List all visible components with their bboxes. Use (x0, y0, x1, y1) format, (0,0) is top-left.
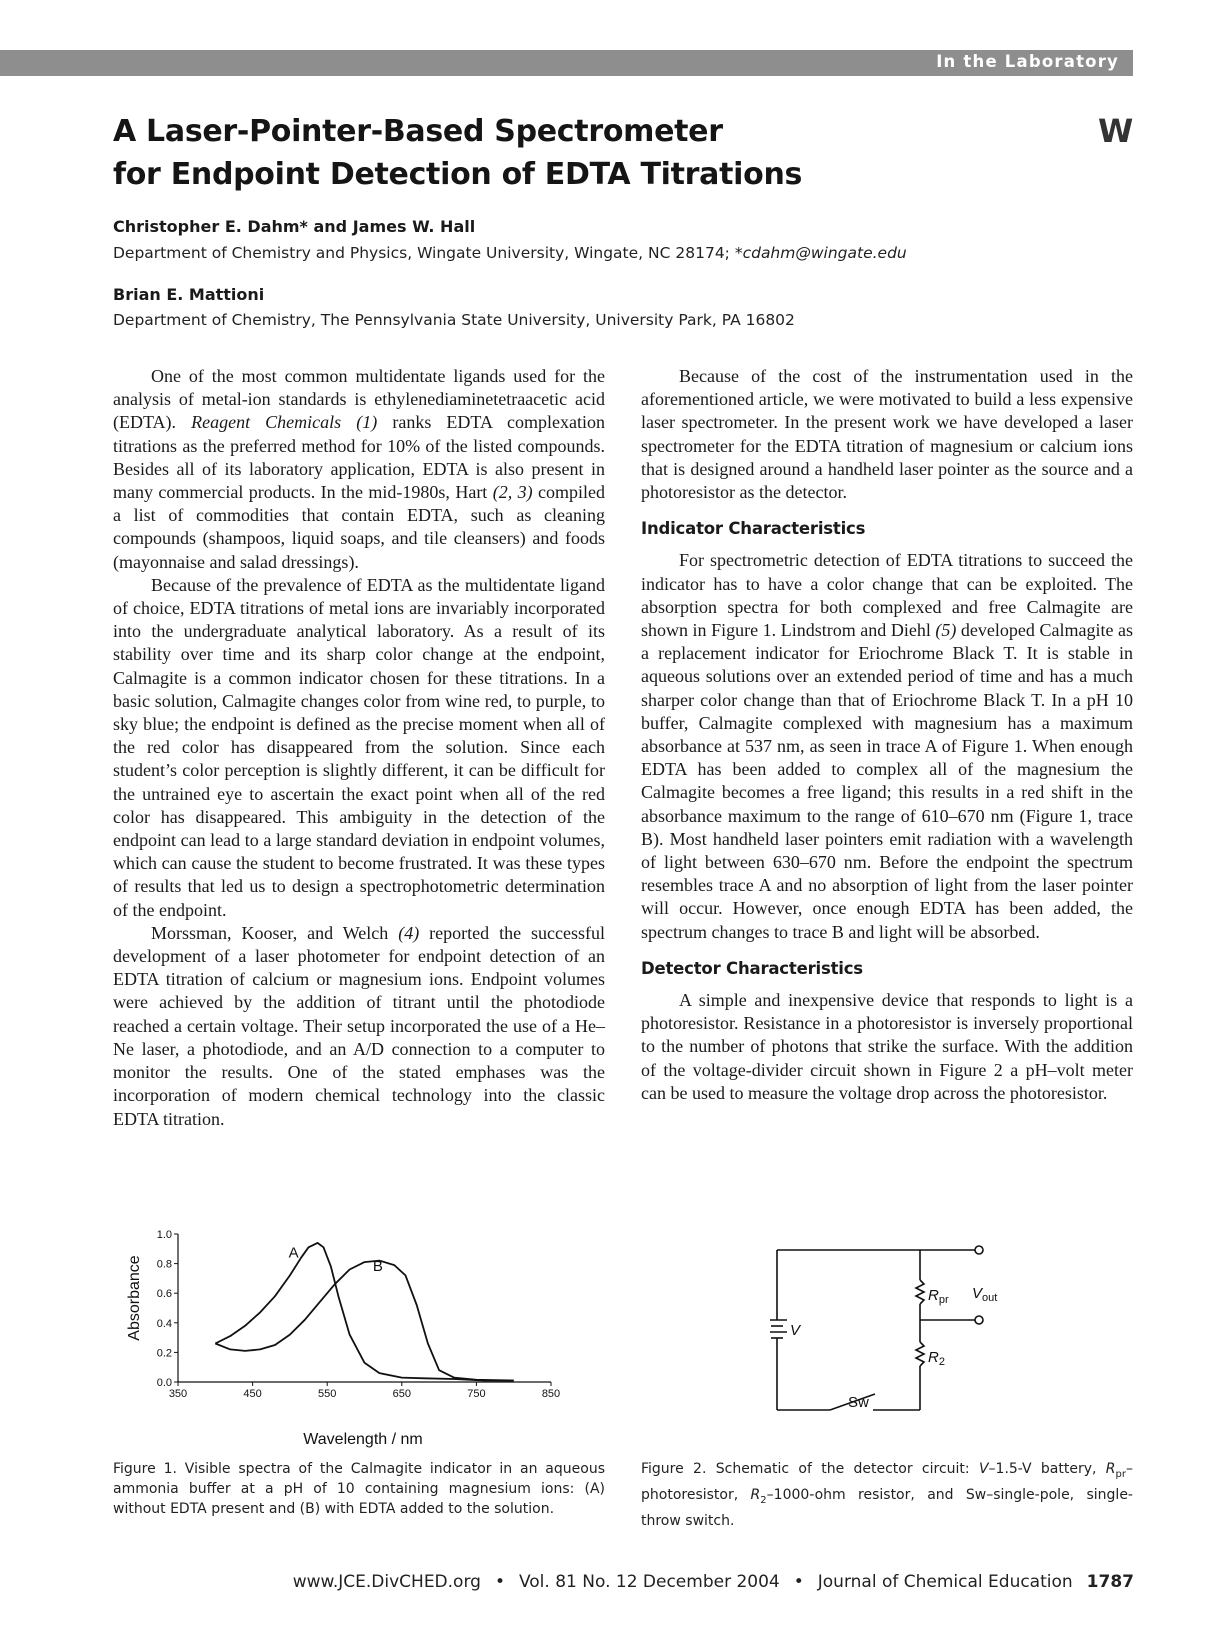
x-tick-label: 550 (318, 1388, 337, 1400)
section-heading: Detector Characteristics (641, 958, 863, 978)
vout-label-v: V (972, 1285, 983, 1302)
text-run: –1.5-V battery, (988, 1461, 1106, 1477)
series-line-a (215, 1243, 513, 1381)
text-run: One of the most common multidentate ligands used for the analysis of metal-ion standards is ethylenediaminetetraacetic acid (EDTA). (113, 366, 605, 433)
x-tick-label: 850 (541, 1388, 561, 1400)
detector-circuit-schematic (770, 1232, 1030, 1422)
text-run: R (750, 1486, 761, 1503)
citation-reference: (2, 3) (492, 482, 533, 503)
article-title-line-2: for Endpoint Detection of EDTA Titrations (113, 157, 803, 192)
resistor-r2-label-r: R (928, 1349, 939, 1366)
y-axis-label: Absorbance (126, 1255, 143, 1341)
x-tick-label: 350 (168, 1388, 188, 1400)
vout-terminal-bottom (975, 1316, 983, 1324)
chart-series-lines (215, 1243, 513, 1381)
y-tick-label: 0.0 (156, 1377, 172, 1389)
photoresistor-label (928, 1287, 949, 1306)
resistor-r2-label-sub: 2 (938, 1356, 945, 1368)
text-run: Figure 2. Schematic of the detector circuit: (641, 1461, 979, 1477)
text-run: V (978, 1461, 989, 1477)
x-tick-label: 450 (243, 1388, 262, 1400)
paragraph: A simple and inexpensive device that responds to light is a photoresistor. Resistance in a photoresistor is inversely proportional to the number of photons that strike the surface. With the addition of the voltage-divider circuit shown in Figure 2 a pH–volt meter can be used to measure the voltage drop across the photoresistor. (641, 990, 1133, 1103)
journal-name: Journal of Chemical Education (817, 1572, 1073, 1592)
battery-symbol (770, 1320, 787, 1338)
chart-series-labels (289, 1245, 383, 1275)
photoresistor-symbol (916, 1280, 924, 1304)
y-tick-label: 1.0 (156, 1229, 172, 1241)
citation-reference: (4) (398, 922, 420, 943)
paragraph (113, 922, 605, 1131)
footer-separator: • (793, 1572, 804, 1592)
text-run: developed Calmagite as a replacement indicator for Eriochrome Black T. It is stable in aqueous solutions over an extended period of time and has a much sharper color change than that of Eriochrome Black T. In a pH 10 buffer, Calmagite complexed with magnesium has a maximum absorbance at 537 nm, as seen in trace A of Figure 1. When enough EDTA has been added to complex all of the magnesium the Calmagite becomes a free ligand; this results in a red shift in the absorbance maximum to the range of 610–670 nm (Figure 1, trace B). Most handheld laser pointers emit radiation with a wavelength of light between 630–670 nm. Before the endpoint the spectrum resembles trace A and no absorption of light from the laser pointer will occur. However, once enough EDTA has been added, the spectrum changes to trace B and light will be absorbed. (641, 620, 1133, 942)
paragraph: Because of the cost of the instrumentation used in the aforementioned article, we were motivated to build a less expensive laser spectrometer. In the present work we have developed a laser spectrometer for the EDTA titration of magnesium or calcium ions that is designed around a handheld laser pointer as the source and a photoresistor as the detector. (641, 366, 1133, 503)
author-email-link[interactable]: cdahm@wingate.edu (742, 244, 907, 262)
chart-axes (178, 1234, 551, 1382)
resistor-r2-symbol (916, 1342, 924, 1366)
text-run: R (1105, 1461, 1116, 1477)
photoresistor-label-r: R (928, 1287, 939, 1304)
vout-label (972, 1285, 997, 1304)
body-column-right (641, 365, 1133, 1105)
vout-terminal-top (975, 1246, 983, 1254)
figure-2-caption (641, 1459, 1133, 1531)
author-names-1: Christopher E. Dahm* and James W. Hall (113, 217, 476, 236)
x-tick-label: 650 (392, 1388, 411, 1400)
series-label-b: B (372, 1257, 383, 1275)
paragraph (641, 549, 1133, 943)
text-run: 2 (760, 1494, 767, 1506)
series-label-a: A (288, 1244, 299, 1262)
y-tick-label: 0.2 (156, 1347, 172, 1360)
affiliation-1 (113, 244, 907, 262)
absorbance-spectrum-chart (118, 1226, 598, 1448)
article-title-line-1: A Laser-Pointer-Based Spectrometer (113, 114, 723, 149)
figure-1-caption: Figure 1. Visible spectra of the Calmagite indicator in an aqueous ammonia buffer at a pH of 10 containing magnesium ions: (A) without EDTA present and (B) with EDTA added to the solution. (113, 1461, 605, 1517)
citation-reference: Reagent Chemicals (1) (191, 412, 378, 433)
text-run: ranks EDTA complexation titrations as the preferred method for 10% of the listed compounds. Besides all of its laboratory application, EDTA is also present in many commercial products. In the mid-1980s, Hart (113, 412, 606, 503)
text-run: –1000-ohm resistor, and Sw–single-pole, single-throw switch. (641, 1486, 1133, 1529)
affiliation-2: Department of Chemistry, The Pennsylvania State University, University Park, PA 16802 (113, 311, 795, 329)
switch-label: Sw (848, 1394, 869, 1411)
text-run: pr (1115, 1468, 1126, 1480)
paragraph: Because of the prevalence of EDTA as the multidentate ligand of choice, EDTA titrations of metal ions are invariably incorporated into the undergraduate analytical laboratory. As a result of its stability over time and its sharp color change at the endpoint, Calmagite is a common indicator chosen for these titrations. In a basic solution, Calmagite changes color from wine red, to purple, to sky blue; the endpoint is defined as the precise moment when all of the red color has disappeared from the solution. Since each student’s color perception is slightly different, it can be difficult for the untrained eye to ascertain the exact point when all of the red color has disappeared. This ambiguity in the detection of the endpoint can lead to a large standard deviation in endpoint volumes, which can cause the student to become frustrated. It was these types of results that led us to design a spectrophotometric determination of the endpoint. (113, 574, 605, 920)
y-tick-label: 0.8 (156, 1258, 172, 1271)
page-number: 1787 (1086, 1572, 1134, 1592)
y-tick-label: 0.4 (156, 1317, 172, 1330)
body-column-left (113, 365, 605, 1131)
page-footer (293, 1572, 1134, 1592)
section-heading: Indicator Characteristics (641, 519, 866, 539)
citation-reference: (5) (935, 620, 957, 641)
section-header-bar (0, 50, 1133, 76)
section-label: In the Laboratory (936, 52, 1119, 71)
resistor-r2-label (928, 1349, 945, 1368)
x-tick-label: 750 (467, 1388, 486, 1400)
y-tick-label: 0.6 (156, 1288, 172, 1301)
vout-label-sub: out (982, 1292, 998, 1304)
paragraph (113, 365, 605, 574)
text-run: –photoresistor, (641, 1461, 1133, 1503)
journal-url-link[interactable]: www.JCE.DivCHED.org (292, 1572, 481, 1592)
text-run: For spectrometric detection of EDTA titrations to succeed the indicator has to have a color change that can be exploited. The absorption spectra for both complexed and free Calmagite are shown in Figure 1. Lindstrom and Diehl (641, 550, 1133, 641)
affiliation-1-text: Department of Chemistry and Physics, Wingate University, Wingate, NC 28174; * (113, 244, 743, 262)
article-title (113, 110, 973, 196)
footer-separator: • (494, 1572, 505, 1592)
chart-ticks (157, 1229, 560, 1400)
issue-info: Vol. 81 No. 12 December 2004 (518, 1572, 780, 1592)
web-supplement-icon: W (1098, 112, 1131, 150)
text-run: Morssman, Kooser, and Welch (151, 922, 399, 943)
battery-label: V (790, 1322, 801, 1339)
author-names-2: Brian E. Mattioni (113, 285, 265, 304)
photoresistor-label-sub: pr (938, 1294, 949, 1306)
x-axis-label: Wavelength / nm (303, 1431, 423, 1448)
text-run: reported the successful development of a laser photometer for endpoint detection of an EDTA titration of calcium or magnesium ions. Endpoint volumes were achieved by the addition of titrant until the photodiode reached a certain voltage. Their setup incorporated the use of a He–Ne laser, a photodiode, and an A/D connection to a computer to monitor the results. One of the stated emphases was the incorporation of modern chemical technology into the classic EDTA titration. (113, 922, 605, 1129)
text-run: compiled a list of commodities that contain EDTA, such as cleaning compounds (shampoos, liquid soaps, and tile cleansers) and foods (mayonnaise and salad dressings). (113, 482, 605, 572)
